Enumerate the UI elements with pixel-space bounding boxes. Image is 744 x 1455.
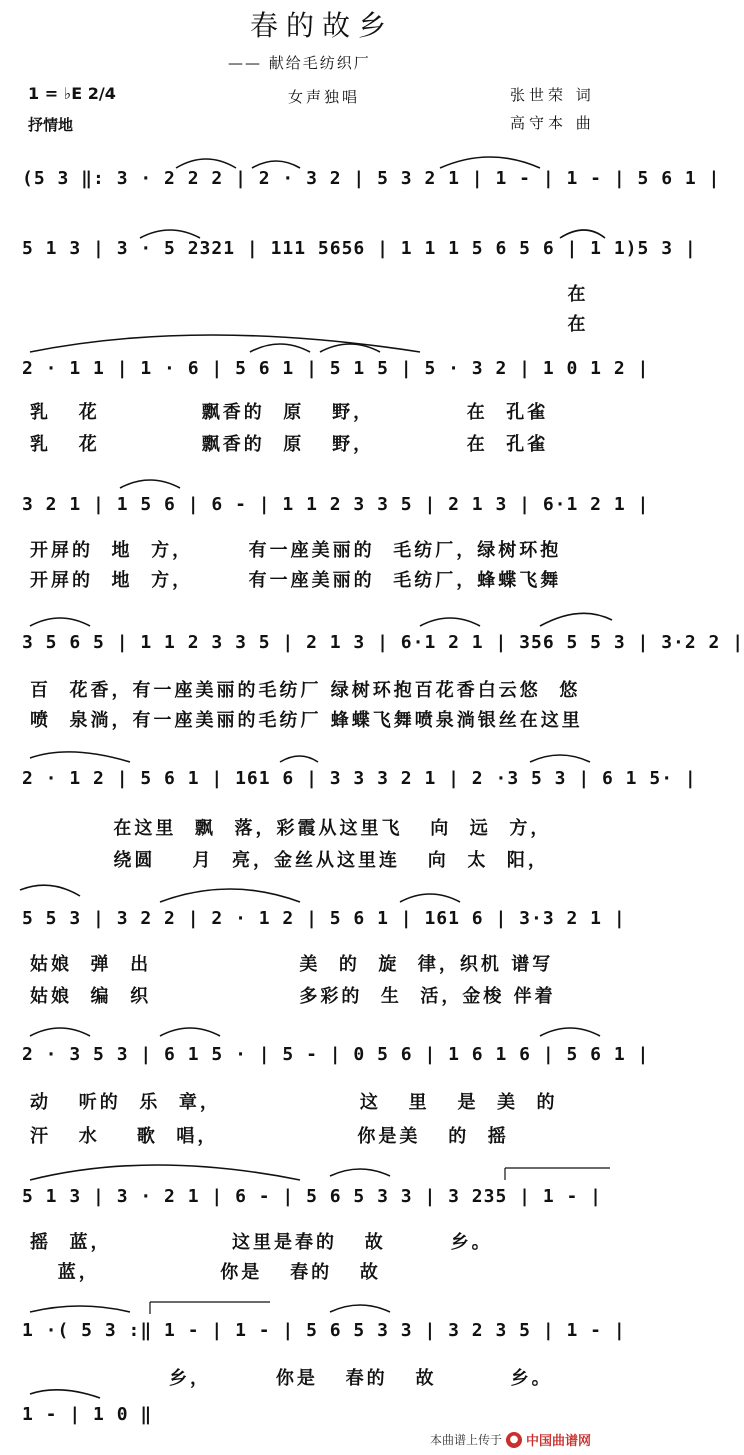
slur-arc xyxy=(176,159,236,168)
score-notes-line-6: 2 · 1 2 | 5 6 1 | 161 6 | 3 3 3 2 1 | 2 ·3 5 3 | 6 1 5· | xyxy=(22,768,697,789)
site-logo-icon: ● xyxy=(506,1432,522,1448)
lyric-line-7-verse-2: 姑娘 编 织 多彩的 生 活，金梭 伴着 xyxy=(30,986,556,1007)
score-notes-line-1: (5 3 ‖: 3 · 2 2 2 | 2 · 3 2 | 5 3 2 1 | 1 - | 1 - | 5 6 1 | xyxy=(22,168,721,189)
lyric-line-3-verse-1: 乳 花 飘香的 原 野， 在 孔雀 xyxy=(30,402,549,423)
slur-arc xyxy=(330,1305,390,1312)
lyricist-credit: 张世荣 词 xyxy=(510,86,595,104)
score-notes-line-11: 1 - | 1 0 ‖ xyxy=(22,1404,153,1425)
slur-arc xyxy=(560,230,605,238)
lyric-line-6-verse-1: 在这里 飘 落，彩霞从这里飞 向 远 方， xyxy=(30,818,552,839)
slur-arc xyxy=(160,1028,220,1036)
slur-arc xyxy=(330,1169,390,1176)
slur-arc xyxy=(20,885,80,896)
score-notes-line-4: 3 2 1 | 1 5 6 | 6 - | 1 1 2 3 3 5 | 2 1 3 | 6·1 2 1 | xyxy=(22,494,650,515)
key-signature: 1 = ♭E 2/4 xyxy=(28,84,116,103)
composer-credit: 高守本 曲 xyxy=(510,114,595,132)
slur-arc xyxy=(120,480,180,488)
slur-arc xyxy=(420,618,480,626)
lyric-line-4-verse-1: 开屏的 地 方， 有一座美丽的 毛纺厂，绿树环抱 xyxy=(30,540,562,561)
slur-arc xyxy=(440,157,540,168)
lyric-line-10-verse-1: 乡， 你是 春的 故 乡。 xyxy=(30,1368,553,1389)
slur-arc xyxy=(530,755,590,762)
slur-arc xyxy=(252,161,300,168)
slur-arc xyxy=(30,752,130,762)
slur-arc xyxy=(30,1306,130,1312)
dedication-subtitle: —— 献给毛纺织厂 xyxy=(228,54,371,72)
slur-arc xyxy=(400,894,460,902)
slur-arc xyxy=(160,889,300,902)
slur-arc xyxy=(30,1165,300,1180)
score-notes-line-5: 3 5 6 5 | 1 1 2 3 3 5 | 2 1 3 | 6·1 2 1 | 356 5 5 3 | 3·2 2 | xyxy=(22,632,744,653)
lyric-line-5-verse-2: 喷 泉淌，有一座美丽的毛纺厂 蜂蝶飞舞喷泉淌银丝在这里 xyxy=(30,710,583,731)
slur-arc xyxy=(30,1390,100,1398)
slur-arc xyxy=(30,335,420,352)
score-notes-line-2: 5 1 3 | 3 · 5 2321 | 111 5656 | 1 1 1 5 6 5 6 | 1 1)5 3 | xyxy=(22,238,697,259)
slur-arc xyxy=(30,618,90,626)
slur-arc xyxy=(540,613,612,626)
lyric-line-4-verse-2: 开屏的 地 方， 有一座美丽的 毛纺厂，蜂蝶飞舞 xyxy=(30,570,562,591)
upload-label: 本曲谱上传于 xyxy=(430,1433,503,1447)
footer-credit xyxy=(430,1430,591,1449)
lyric-line-2-verse-1: 在 xyxy=(30,284,589,305)
lyric-line-5-verse-1: 百 花香，有一座美丽的毛纺厂 绿树环抱百花香白云悠 悠 xyxy=(30,680,581,701)
slur-arc xyxy=(250,344,310,352)
lyric-line-9-verse-2: 蓝， 你是 春的 故 xyxy=(30,1262,381,1283)
page-title: 春的故乡 xyxy=(249,9,394,42)
slur-arc xyxy=(280,756,318,762)
lyric-line-3-verse-2: 乳 花 飘香的 原 野， 在 孔雀 xyxy=(30,434,549,455)
lyric-line-2-verse-2: 在 xyxy=(30,314,589,335)
score-notes-line-3: 2 · 1 1 | 1 · 6 | 5 6 1 | 5 1 5 | 5 · 3 2 | 1 0 1 2 | xyxy=(22,358,650,379)
slur-arc xyxy=(140,230,200,238)
site-brand-link[interactable]: 中国曲谱网 xyxy=(526,1434,592,1449)
lyric-line-8-verse-2: 汗 水 歌 唱， 你是美 的 摇 xyxy=(30,1126,509,1147)
lyric-line-9-verse-1: 摇 蓝， 这里是春的 故 乡。 xyxy=(30,1232,493,1253)
lyric-line-7-verse-1: 姑娘 弹 出 美 的 旋 律，织机 谱写 xyxy=(30,954,554,975)
lyric-line-8-verse-1: 动 听的 乐 章， 这 里 是 美 的 xyxy=(30,1092,558,1113)
score-notes-line-9: 5 1 3 | 3 · 2 1 | 6 - | 5 6 5 3 3 | 3 235 | 1 - | xyxy=(22,1186,603,1207)
score-notes-line-10: 1 ·( 5 3 :‖ 1 - | 1 - | 5 6 5 3 3 | 3 2 3 5 | 1 - | xyxy=(22,1320,626,1341)
slur-arc xyxy=(540,1028,600,1036)
score-notes-line-8: 2 · 3 5 3 | 6 1 5 · | 5 - | 0 5 6 | 1 6 1 6 | 5 6 1 | xyxy=(22,1044,650,1065)
performer-note: 女声独唱 xyxy=(288,88,361,106)
lyric-line-6-verse-2: 绕圆 月 亮，金丝从这里连 向 太 阳， xyxy=(30,850,549,871)
tempo-marking: 抒情地 xyxy=(28,116,74,134)
score-notes-line-7: 5 5 3 | 3 2 2 | 2 · 1 2 | 5 6 1 | 161 6 | 3·3 2 1 | xyxy=(22,908,626,929)
slur-arc xyxy=(30,1028,90,1036)
